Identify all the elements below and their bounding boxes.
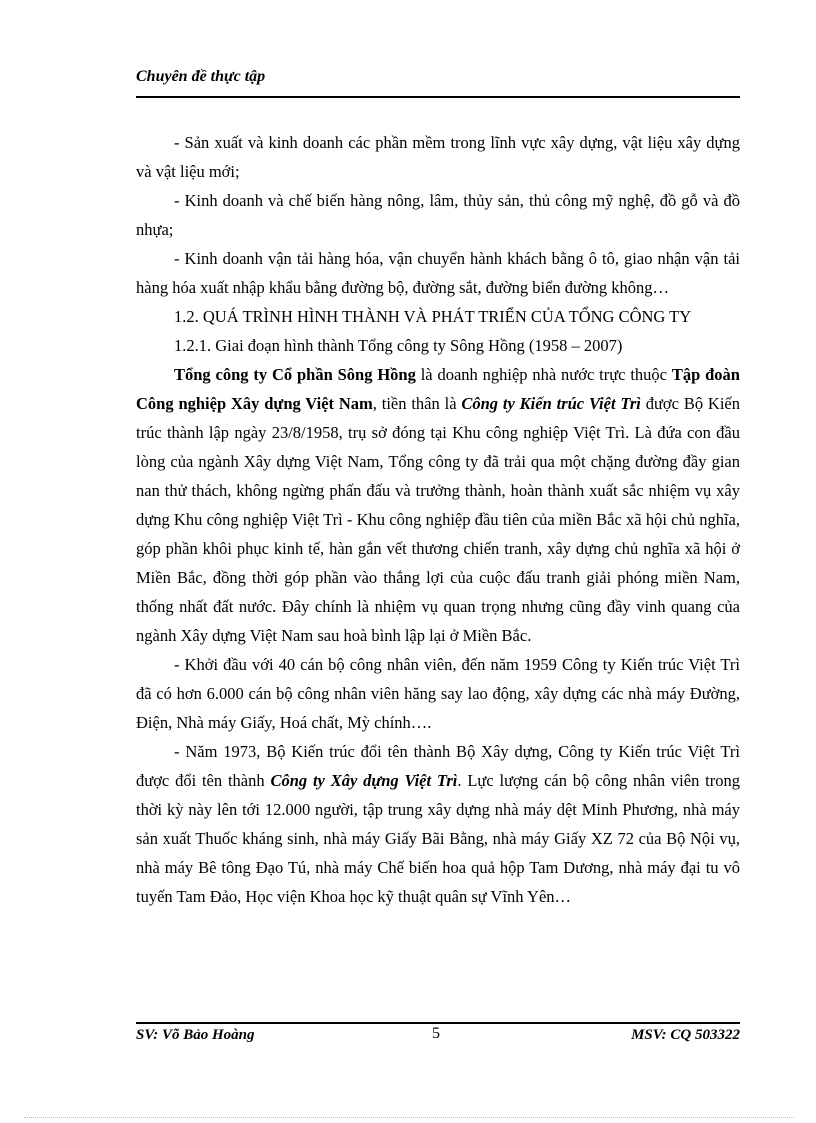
predecessor-name: Công ty Kiến trúc Việt Trì	[461, 394, 641, 413]
header-title: Chuyên đề thực tập	[136, 68, 266, 85]
page-number: 5	[432, 1025, 440, 1042]
section-heading: 1.2. QUÁ TRÌNH HÌNH THÀNH VÀ PHÁT TRIỂN CỦA TỔNG CÔNG TY	[174, 307, 692, 326]
list-item-agriculture: - Kinh doanh và chế biến hàng nông, lâm, thủy sản, thủ công mỹ nghệ, đồ gỗ và đồ nhựa;	[136, 191, 740, 239]
paragraph-text: được Bộ Kiến trúc thành lập ngày 23/8/1958, trụ sở đóng tại Khu công nghiệp Việt Trì. Là đứa con đầu lòng của ngành Xây dựng Việt Nam, Tổng công ty đã trải qua một chặng đường đầy gian nan thử thách, không ngừng phấn đấu và trưởng thành, hoàn thành xuất sắc nhiệm vụ xây dựng Khu công nghiệp Việt Trì - Khu công nghiệp đầu tiên của miền Bắc xã hội chủ nghĩa, góp phần khôi phục kinh tế, hàn gắn vết thương chiến tranh, xây dựng chủ nghĩa xã hội ở Miền Bắc, đồng thời góp phần vào thắng lợi của cuộc đấu tranh giải phóng miền Nam, thống nhất đất nước. Đây chính là nhiệm vụ quan trọng nhưng cũng đầy vinh quang của ngành Xây dựng Việt Nam sau hoà bình lập lại ở Miền Bắc.	[136, 394, 740, 645]
paragraph-text: - Năm 1973, Bộ Kiến trúc đổi tên thành Bộ Xây dựng, Công ty Kiến trúc Việt Trì được đổi tên thành	[136, 742, 740, 790]
new-company-name: Công ty Xây dựng Việt Trì	[270, 771, 458, 790]
student-id: MSV: CQ 503322	[631, 1027, 740, 1043]
page-edge-divider	[24, 1117, 794, 1118]
document-body	[136, 128, 740, 911]
paragraph-text: là doanh nghiệp nhà nước trực thuộc	[415, 365, 672, 384]
paragraph-text: , tiền thân là	[372, 394, 462, 413]
page-footer	[136, 1022, 740, 1054]
paragraph-beginning: - Khởi đầu với 40 cán bộ công nhân viên, đến năm 1959 Công ty Kiến trúc Việt Trì đã có hơn 6.000 cán bộ công nhân viên hăng say lao động, xây dựng các nhà máy Đường, Điện, Nhà máy Giấy, Hoá chất, Mỳ chính….	[136, 655, 740, 732]
paragraph-1973	[136, 737, 740, 911]
company-name: Tổng công ty Cổ phần Sông Hồng	[174, 365, 416, 384]
subsection-heading: 1.2.1. Giai đoạn hình thành Tổng công ty Sông Hồng (1958 – 2007)	[174, 336, 623, 355]
page-header	[136, 66, 740, 98]
paragraph-text: . Lực lượng cán bộ công nhân viên trong thời kỳ này lên tới 12.000 người, tập trung xây dựng nhà máy dệt Minh Phương, nhà máy sản xuất Thuốc kháng sinh, nhà máy Giấy Bãi Bằng, nhà máy Giấy XZ 72 của Bộ Nội vụ, nhà máy Bê tông Đạo Tú, nhà máy Chế biến hoa quả hộp Tam Dương, nhà máy đại tu vô tuyến Tam Đảo, Học viện Khoa học kỹ thuật quân sự Vĩnh Yên…	[136, 771, 740, 906]
list-item-transport: - Kinh doanh vận tải hàng hóa, vận chuyển hành khách bằng ô tô, giao nhận vận tải hàng hóa xuất nhập khẩu bằng đường bộ, đường sắt, đường biển đường không…	[136, 249, 740, 297]
student-name: SV: Võ Bảo Hoàng	[136, 1027, 255, 1043]
list-item-software: - Sản xuất và kinh doanh các phần mềm trong lĩnh vực xây dựng, vật liệu xây dựng và vật liệu mới;	[136, 133, 740, 181]
group-name: Tập đoàn Công nghiệp Xây dựng Việt Nam	[136, 365, 740, 413]
paragraph-history	[136, 360, 740, 650]
